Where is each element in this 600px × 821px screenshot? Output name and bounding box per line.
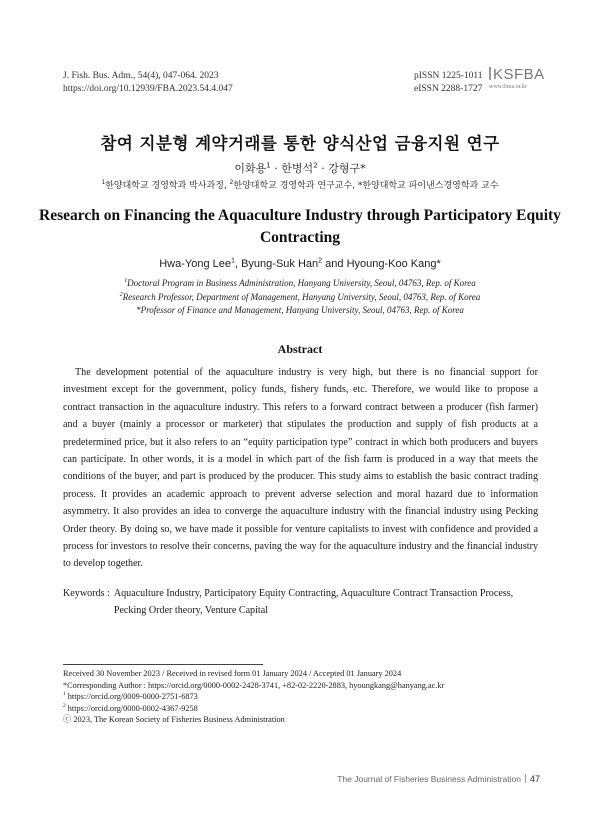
paper-title-korean: 참여 지분형 계약거래를 통한 양식산업 금융지원 연구 (100, 134, 500, 153)
affiliations-english (0, 277, 600, 318)
orcid-author-2[interactable]: $^2$ https://orcid.org/0000-0002-4367-9258 (63, 703, 198, 713)
paper-title-english: Research on Financing the Aquaculture Industry through Participatory Equity Contracting (39, 207, 561, 246)
footer-separator (525, 774, 526, 783)
orcid-author-1[interactable]: $^1$ https://orcid.org/0009-0000-2751-6873 (63, 691, 198, 702)
author-2-ko: 한병석 (281, 162, 314, 175)
pissn: pISSN 1225-1011 (414, 71, 483, 81)
author-3-en: Hyoung-Koo Kang* (346, 258, 441, 270)
journal-volume-line: J. Fish. Bus. Adm., 54(4), 047-064. 2023 (63, 71, 219, 81)
keywords-list: Aquaculture Industry, Participatory Equity Contracting, Aquaculture Contract Transaction Process, Pecking Order theory, Venture Capital (113, 588, 514, 617)
author-2-en: Byung-Suk Han (241, 258, 319, 270)
logo-url: www.fima.or.kr (489, 84, 527, 90)
keywords-label: Keywords : (63, 588, 110, 599)
abstract-body: The development potential of the aquaculture industry is very high, but there is no financial support for investment except for the government, policy funds, fishery funds, etc. Therefore, we would like to propose a contract transaction in the aquaculture industry. This refers to a forward contract between a producer (fish farmer) and a buyer (mainly a processor or marketer) that stipulates the production and supply of fish products at a predetermined price, but it also refers to an “equity participation type” contract in which both producers and buyers can participate. In other words, it is a model in which part of the fish farm is produced in a way that meets the conditions of the buyer, and part is produced by the producer. This study aims to establish the basic contract trading process. It provides an academic approach to prevent adverse selection and moral hazard due to information asymmetry. It also provides an idea to converge the aquaculture industry with the financial industry using Pecking Order theory. By doing so, we have made it possible for venture capitalists to invest with confidence and provided a process for investors to resolve their concerns, paving the way for the aquaculture industry and the financial industry to develop together. (63, 367, 538, 570)
ksfba-logo (489, 66, 545, 90)
authors-english: Hwa-Yong Lee$^1$, Byung-Suk Han$^2$ and Hyoung-Koo Kang* (159, 256, 441, 270)
footnotes (63, 668, 543, 726)
doi-link[interactable]: https://doi.org/10.12939/FBA.2023.54.4.047 (63, 84, 233, 94)
author-1-en: Hwa-Yong Lee (159, 258, 231, 270)
page-footer (300, 774, 540, 784)
issn-block (414, 70, 483, 96)
logo-wordmark: KSFBA (489, 66, 545, 83)
author-1-ko: 이화용 (234, 162, 267, 175)
copyright: ⓒ 2023, The Korean Society of Fisheries Business Administration (63, 715, 285, 725)
authors-korean: 이화용$^1$ · 한병석$^2$ · 강형구* (234, 160, 366, 175)
footer-journal-name: The Journal of Fisheries Business Administration (337, 774, 521, 784)
author-3-ko: 강형구* (328, 162, 366, 175)
received-dates: Received 30 November 2023 / Received in revised form 01 January 2024 / Accepted 01 January 2024 (63, 669, 402, 678)
affiliation-2: $^2$Research Professor, Department of Management, Hanyang University, Seoul, 04763, Rep. of Korea (119, 291, 481, 302)
journal-citation (63, 70, 233, 96)
logo-bar-icon (489, 67, 491, 80)
page-number: 47 (529, 774, 540, 784)
affiliation-3: *Professor of Finance and Management, Hanyang University, Seoul, 04763, Rep. of Korea (136, 305, 464, 315)
keywords (63, 585, 538, 620)
abstract-heading: Abstract (277, 342, 323, 356)
corresponding-author: *Corresponding Author : https://orcid.org/0000-0002-2428-3741, +82-02-2220-2883, hyoungkang@hanyang.ac.kr (63, 680, 445, 690)
footnote-divider (63, 664, 263, 665)
eissn: eISSN 2288-1727 (414, 84, 483, 94)
affiliation-1: $^1$Doctoral Program in Business Administration, Hanyang University, Seoul, 04763, Rep. of Korea (124, 278, 476, 288)
affiliations-korean: $^1$한양대학교 경영학과 박사과정, $^2$한양대학교 경영학과 연구교수, *한양대학교 파이낸스경영학과 교수 (101, 180, 499, 191)
